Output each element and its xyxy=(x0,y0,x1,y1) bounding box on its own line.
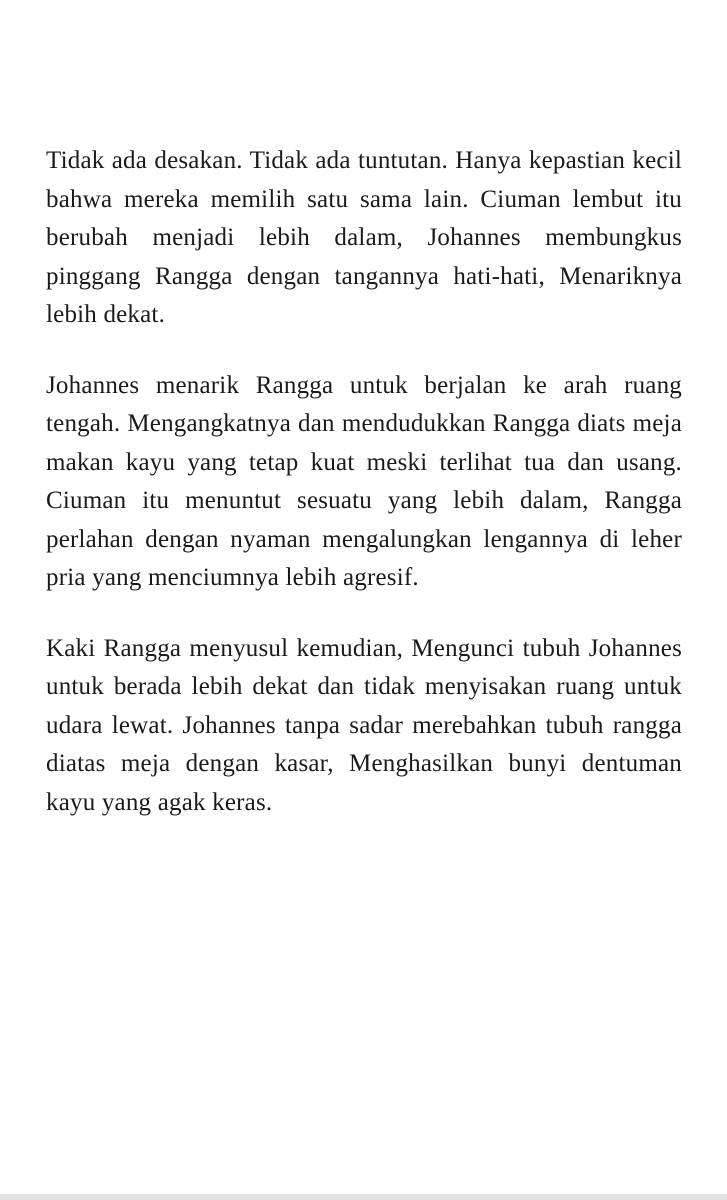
story-text xyxy=(46,142,682,854)
page-bottom-edge xyxy=(0,1194,727,1200)
paragraph-2: Johannes menarik Rangga untuk berjalan ke arah ruang tengah. Mengangkatnya dan mendudukkan Rangga diats meja makan kayu yang tetap kuat meski terlihat tua dan usang. Ciuman itu menuntut sesuatu yang lebih dalam, Rangga perlahan dengan nyaman mengalungkan lengannya di leher pria yang menciumnya lebih agresif. xyxy=(46,371,682,591)
paragraph-3: Kaki Rangga menyusul kemudian, Mengunci tubuh Johannes untuk berada lebih dekat dan tidak menyisakan ruang untuk udara lewat. Johannes tanpa sadar merebahkan tubuh rangga diatas meja dengan kasar, Menghasilkan bunyi dentuman kayu yang agak keras. xyxy=(46,634,682,816)
paragraph-1: Tidak ada desakan. Tidak ada tuntutan. Hanya kepastian kecil bahwa mereka memilih satu sama lain. Ciuman lembut itu berubah menjadi lebih dalam, Johannes membungkus pinggang Rangga dengan tangannya hati-hati, Menariknya lebih dekat. xyxy=(46,147,682,328)
